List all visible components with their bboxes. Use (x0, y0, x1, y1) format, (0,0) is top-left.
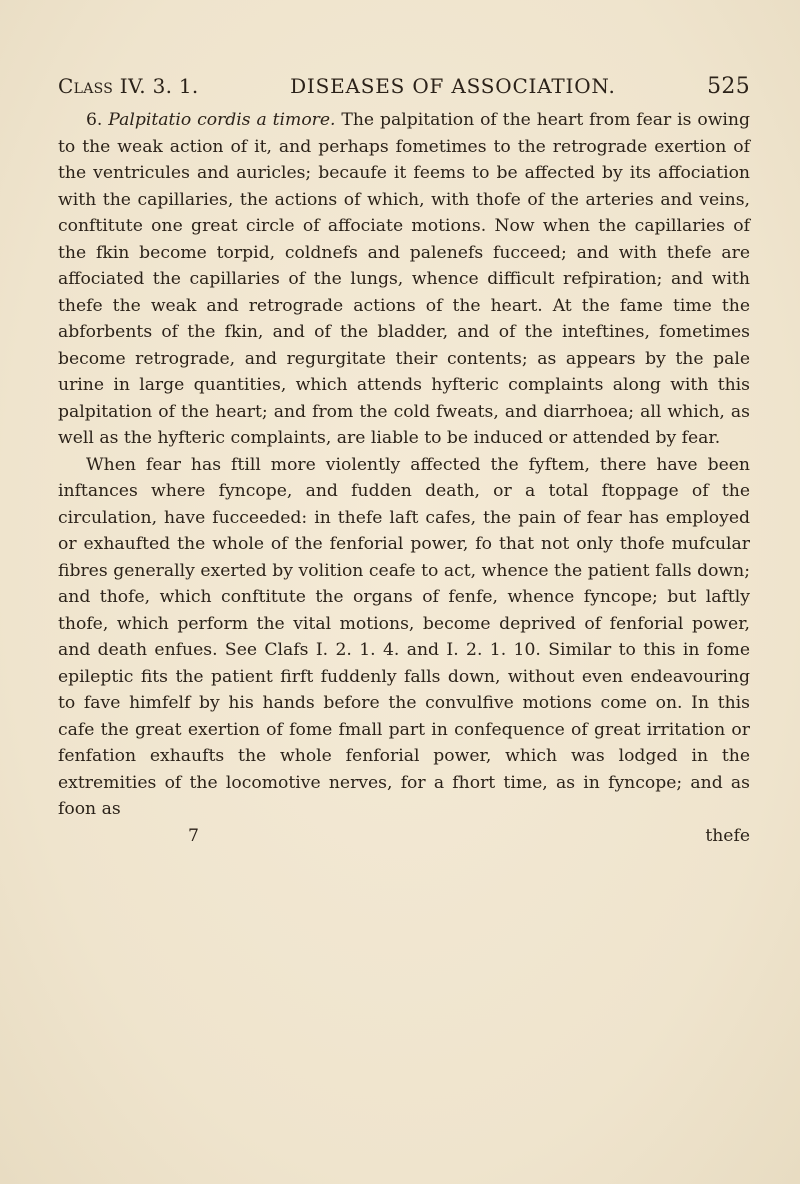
paragraph-palpitatio (58, 107, 750, 452)
running-head (58, 74, 750, 99)
paragraph-text: The palpitation of the heart from fear is owing to the weak action of it, and perhaps fometimes to the retrograde exertion of the ventricules and auricles; becaufe it feems to be affected by its affociation with the capillaries, the actions of which, with thofe of the arteries and veins, conftitute one great circle of affociate motions. Now when the capillaries of the fkin become torpid, coldnefs and palenefs fucceed; and with thefe are affociated the capillaries of the lungs, whence difficult refpiration; and with thefe the weak and retrograde actions of the heart. At the fame time the abforbents of the fkin, and of the bladder, and of the inteftines, fometimes become retrograde, and regurgitate their contents; as appears by the pale urine in large quantities, which attends hyfteric complaints along with this palpitation of the heart; and from the cold fweats, and diarrhoea; all which, as well as the hyfteric complaints, are liable to be induced or attended by fear. (58, 110, 750, 448)
paragraph-fear-syncope (58, 452, 750, 823)
section-title: Palpitatio cordis a timore. (108, 110, 336, 130)
catchword: thefe (705, 825, 750, 846)
class-reference: Class IV. 3. 1. (58, 74, 199, 98)
page-footer (58, 823, 750, 850)
body-text (58, 107, 750, 823)
signature-mark: 7 (188, 825, 199, 846)
paragraph-text: When fear has ftill more violently affected the fyftem, there have been inftances where fyncope, and fudden death, or a total ftoppage of the circulation, have fucceeded: in thefe laft cafes, the pain of fear has employed or exhaufted the whole of the fenforial power, fo that not only thofe mufcular fibres generally exerted by volition ceafe to act, whence the patient falls down; and thofe, which conftitute the organs of fenfe, whence fyncope; but laftly thofe, which perform the vital motions, become deprived of fenforial power, and death enfues. See Clafs I. 2. 1. 4. and I. 2. 1. 10. Similar to this in fome epileptic fits the patient firft fuddenly falls down, without even endeavouring to fave himfelf by his hands before the convulfive motions come on. In this cafe the great exertion of fome fmall part in confequence of great irritation or fenfation exhaufts the whole fenforial power, which was lodged in the extremities of the locomotive nerves, for a fhort time, as in fyncope; and as foon as (58, 454, 750, 819)
section-number: 6. (86, 110, 109, 130)
chapter-title: DISEASES OF ASSOCIATION. (290, 74, 616, 98)
page-number: 525 (707, 74, 750, 99)
